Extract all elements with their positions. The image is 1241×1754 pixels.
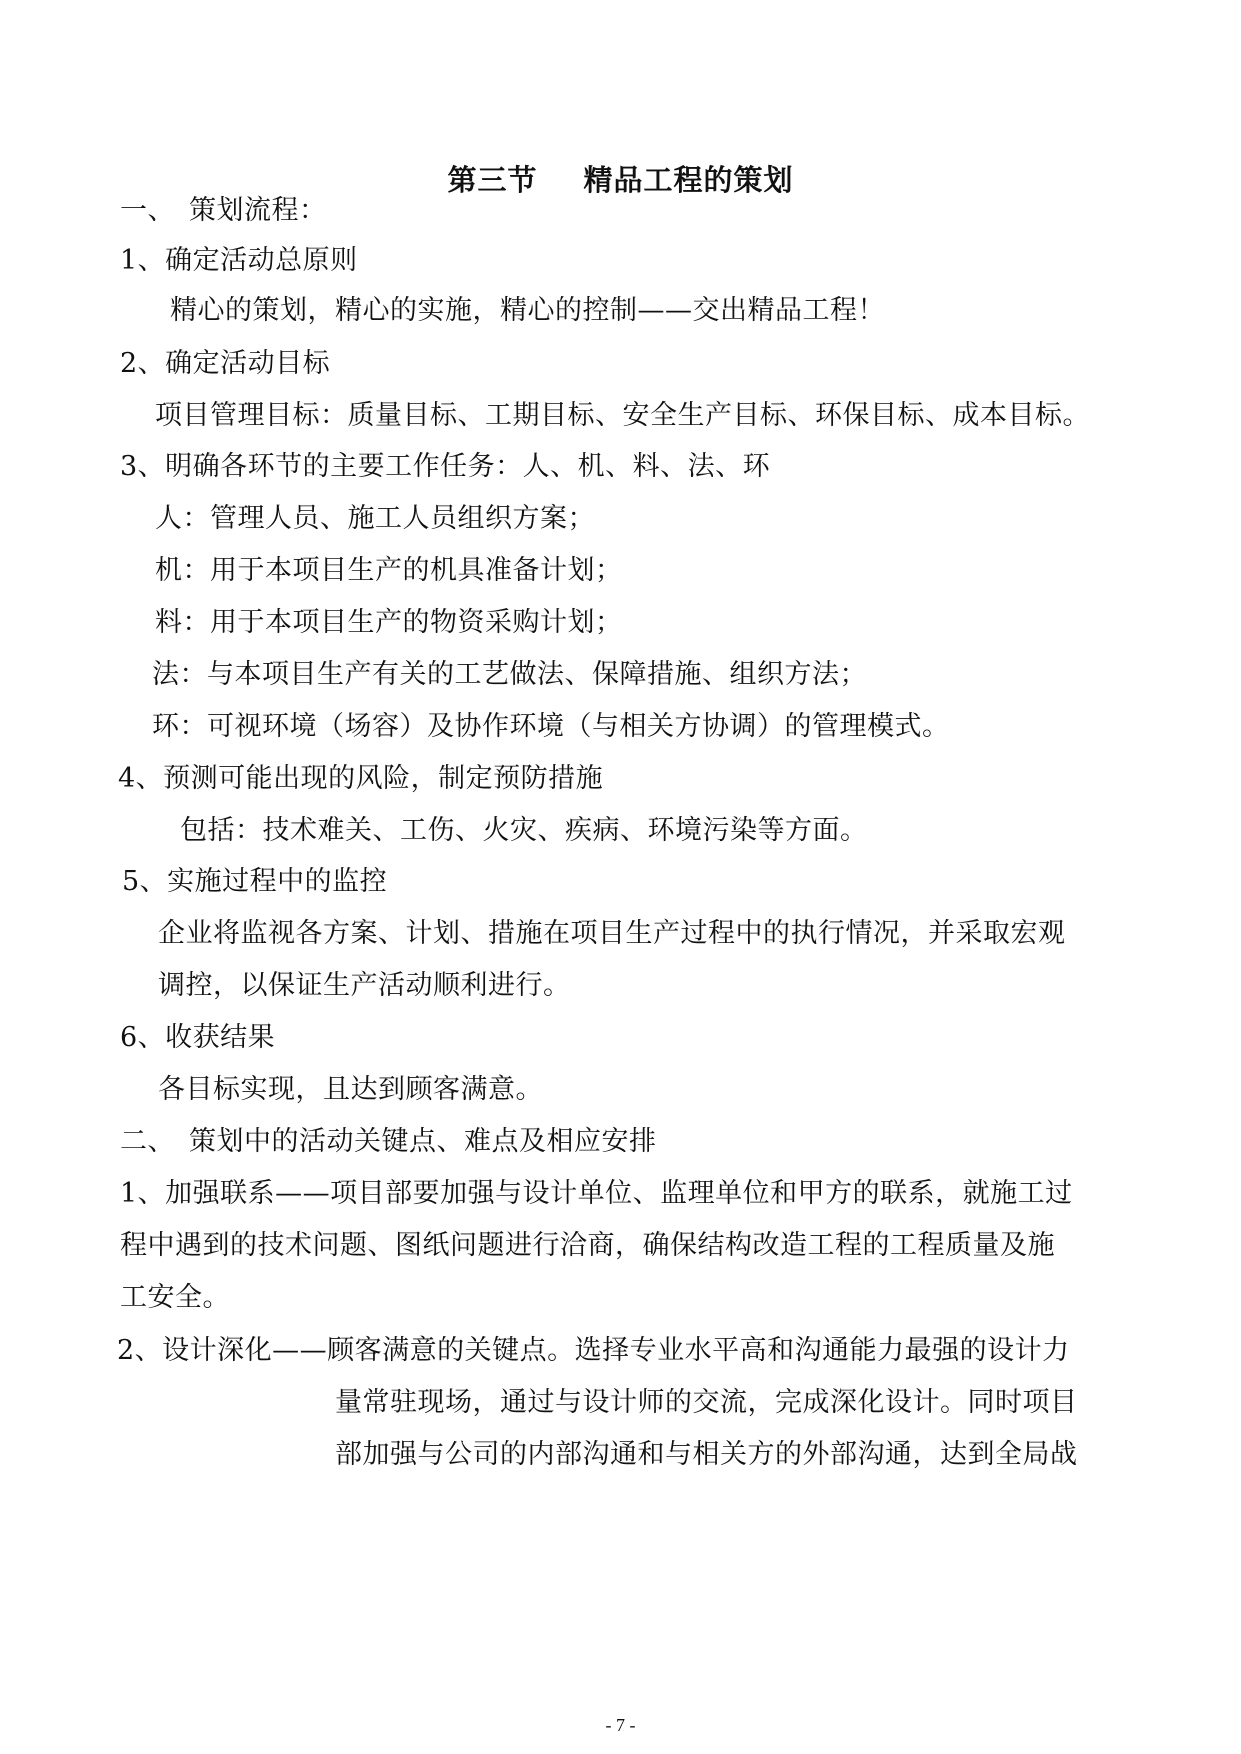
item-3-method: 法：与本项目生产有关的工艺做法、保障措施、组织方法；	[152, 659, 867, 690]
page-number: - 7 -	[605, 1715, 636, 1735]
key-2-line2: 量常驻现场，通过与设计师的交流，完成深化设计。同时项目	[335, 1387, 1078, 1418]
item-3-person: 人：管理人员、施工人员组织方案；	[155, 503, 595, 534]
item-4-body: 包括：技术难关、工伤、火灾、疾病、环境污染等方面。	[180, 815, 868, 846]
section-number: 第三节	[447, 163, 538, 197]
heading-2: 二、 策划中的活动关键点、难点及相应安排	[120, 1126, 657, 1157]
item-3-environment: 环：可视环境（场容）及协作环境（与相关方协调）的管理模式。	[152, 711, 950, 742]
item-1-body: 精心的策划，精心的实施，精心的控制——交出精品工程！	[170, 295, 885, 326]
item-2-heading: 2、确定活动目标	[120, 348, 331, 379]
heading-1: 一、 策划流程：	[120, 195, 327, 226]
key-1-line2: 程中遇到的技术问题、图纸问题进行洽商，确保结构改造工程的工程质量及施	[120, 1230, 1055, 1261]
key-2-line1: 2、设计深化——顾客满意的关键点。选择专业水平高和沟通能力最强的设计力	[117, 1335, 1070, 1366]
item-5-body-line1: 企业将监视各方案、计划、措施在项目生产过程中的执行情况，并采取宏观	[158, 918, 1066, 949]
item-6-body: 各目标实现，且达到顾客满意。	[158, 1074, 543, 1105]
item-1-heading: 1、确定活动总原则	[120, 245, 358, 276]
item-3-material: 料：用于本项目生产的物资采购计划；	[155, 607, 623, 638]
key-1-line1: 1、加强联系——项目部要加强与设计单位、监理单位和甲方的联系，就施工过	[120, 1178, 1073, 1209]
item-3-heading: 3、明确各环节的主要工作任务：人、机、料、法、环	[120, 451, 771, 482]
item-6-heading: 6、收获结果	[120, 1022, 276, 1053]
item-5-body-line2: 调控，以保证生产活动顺利进行。	[158, 970, 571, 1001]
key-2-line3: 部加强与公司的内部沟通和与相关方的外部沟通，达到全局战	[335, 1439, 1078, 1470]
item-3-machine: 机：用于本项目生产的机具准备计划；	[155, 555, 623, 586]
item-2-body: 项目管理目标：质量目标、工期目标、安全生产目标、环保目标、成本目标。	[155, 400, 1090, 431]
item-5-heading: 5、实施过程中的监控	[122, 866, 388, 897]
section-title	[0, 158, 1241, 199]
item-4-heading: 4、预测可能出现的风险，制定预防措施	[118, 763, 604, 794]
section-heading: 精品工程的策划	[583, 163, 794, 197]
key-1-line3: 工安全。	[120, 1282, 230, 1313]
